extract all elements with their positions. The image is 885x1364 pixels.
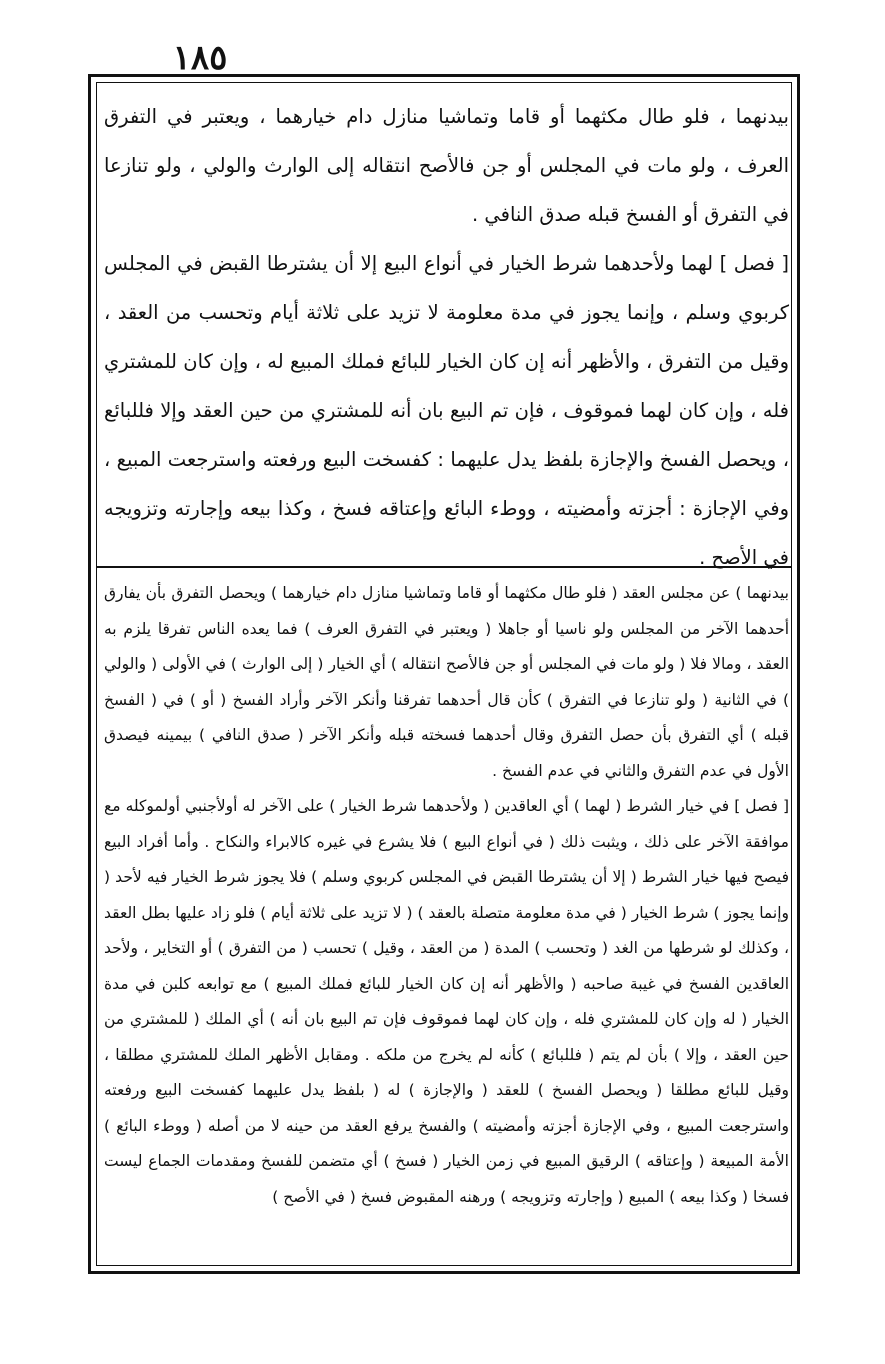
sharh-paragraph: [ فصل ] في خيار الشرط ( لهما ) أي العاقدين ( ولأحدهما شرط الخيار ) على الآخر له أولأجنبي أولموكله مع موافقة الآخر على ذلك ، ويثبت ذلك ( في أنواع البيع ) فلا يشرع في غيره كالابراء والنكاح . وأما أفراد البيع فيصح فيها خيار الشرط ( إلا أن يشترطا القبض في المجلس كربوي وسلم ) فلا يجوز شرط الخيار فيه لأحد ( وإنما يجوز ) شرط الخيار ( في مدة معلومة متصلة بالعقد ) ( لا تزيد على ثلاثة أيام ) فلو زاد عليها بطل العقد ، وكذلك لو شرطها من الغد ( وتحسب ) المدة ( من العقد ، وقيل ) تحسب ( من التفرق ) أو التخاير ، ولأحد العاقدين الفسخ في غيبة صاحبه ( والأظهر أنه إن كان الخيار للبائع فملك المبيع ) مع توابعه كلبن في مدة الخيار ( له وإن كان للمشتري فله ، وإن كان لهما فموقوف فإن تم البيع بان أنه ) أي الملك ( للمشتري من حين العقد ، وإلا ) بأن لم يتم ( فللبائع ) كأنه لم يخرج من ملكه . ومقابل الأظهر الملك للمشتري مطلقا ، وقيل للبائع مطلقا ( ويحصل الفسخ ) للعقد ( والإجازة ) له ( بلفظ يدل عليهما كفسخت البيع ورفعته واسترجعت المبيع ، وفي الإجازة أجزته وأمضيته ) والفسخ يرفع العقد من حينه لا من أصله ( ووطء البائع ) الأمة المبيعة ( وإعتاقه ) الرقيق المبيع في زمن الخيار ( فسخ ) أي متضمن للفسخ ومقدمات الجماع ليست فسخا ( وكذا بيعه ) المبيع ( وإجارته وتزويجه ) ورهنه المقبوض فسخ ( في الأصح ) xyxy=(104,797,789,1206)
sharh-paragraph: بيدنهما ) عن مجلس العقد ( فلو طال مكثهما أو قاما وتماشيا منازل دام خيارهما ) ويحصل التفرق بأن يفارق أحدهما الآخر من المجلس ولو ناسيا أو جاهلا ( ويعتبر في التفرق العرف ) فما يعده الناس تفرقا يلزم به العقد ، ومالا فلا ( ولو مات في المجلس أو جن فالأصح انتقاله ) أي الخيار ( إلى الوارث ) في الأولى ( والولي ) في الثانية ( ولو تنازعا في التفرق ) كأن قال أحدهما تفرقنا وأنكر الآخر وأراد الفسخ ( أو ) في ( الفسخ قبله ) أي التفرق بأن حصل التفرق وقال أحدهما فسخته قبله وأنكر الآخر ( صدق النافي ) بيمينه فيصدق الأول في عدم التفرق والثاني في عدم الفسخ . xyxy=(104,584,789,780)
matn-text xyxy=(104,92,789,569)
page-number: ١٨٥ xyxy=(172,38,228,78)
section-divider xyxy=(96,566,792,568)
sharh-commentary xyxy=(104,576,789,1266)
matn-paragraph: بيدنهما ، فلو طال مكثهما أو قاما وتماشيا منازل دام خيارهما ، ويعتبر في التفرق العرف ، ولو مات في المجلس أو جن فالأصح انتقاله إلى الوارث والولي ، ولو تنازعا في التفرق أو الفسخ قبله صدق النافي . xyxy=(104,105,789,226)
matn-paragraph: [ فصل ] لهما ولأحدهما شرط الخيار في أنواع البيع إلا أن يشترطا القبض في المجلس كربوي وسلم ، وإنما يجوز في مدة معلومة لا تزيد على ثلاثة أيام وتحسب من العقد ، وقيل من التفرق ، والأظهر أنه إن كان الخيار للبائع فملك المبيع له ، وإن كان للمشتري فله ، وإن كان لهما فموقوف ، فإن تم البيع بان أنه للمشتري من حين العقد وإلا فللبائع ، ويحصل الفسخ والإجازة بلفظ يدل عليهما : كفسخت البيع ورفعته واسترجعت المبيع ، وفي الإجازة : أجزته وأمضيته ، ووطء البائع وإعتاقه فسخ ، وكذا بيعه وإجارته وتزويجه في الأصح . xyxy=(104,252,789,569)
